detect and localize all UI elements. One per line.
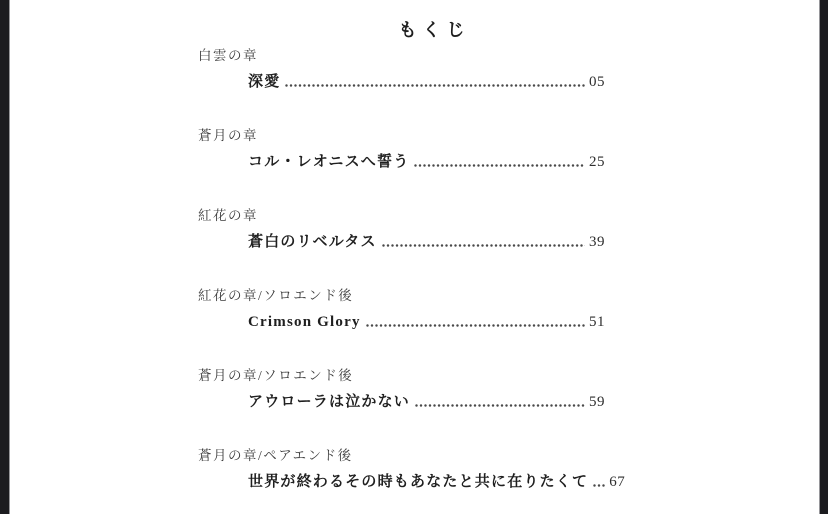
chapter-section-label: 白雲の章 [198, 48, 258, 63]
dot-leader [285, 84, 585, 87]
dot-leader [414, 164, 585, 167]
chapter-section-label: 紅花の章/ソロエンド後 [198, 288, 354, 303]
story-title: アウローラは泣かない [248, 394, 411, 410]
story-title: コル・レオニスへ誓う [248, 154, 410, 170]
dot-leader [366, 324, 585, 327]
toc-group [198, 128, 605, 172]
story-title: Crimson Glory [248, 314, 361, 330]
toc-page [198, 0, 626, 514]
chapter-section-label: 紅花の章 [198, 208, 258, 223]
toc-page-title: もくじ [398, 20, 471, 41]
toc-entry-row [198, 153, 605, 172]
page-number: 67 [609, 474, 626, 490]
dot-leader [415, 404, 585, 407]
page-number: 05 [589, 74, 605, 90]
toc-list [198, 48, 626, 492]
toc-entry-row [198, 393, 605, 412]
dot-leader [382, 244, 585, 247]
toc-group [198, 48, 605, 92]
toc-group [198, 288, 605, 332]
page-number: 39 [589, 234, 605, 250]
toc-entry-row [198, 313, 605, 332]
story-title: 蒼白のリベルタス [248, 234, 377, 250]
toc-entry-row [198, 233, 605, 252]
viewer-right-edge [819, 0, 828, 514]
toc-entry-row [198, 73, 605, 92]
story-title: 世界が終わるその時もあなたと共に在りたくて [248, 474, 589, 490]
viewer-left-edge [0, 0, 10, 514]
toc-group [198, 368, 605, 412]
page-number: 51 [589, 314, 605, 330]
dot-leader [593, 484, 605, 487]
chapter-section-label: 蒼月の章/ソロエンド後 [198, 368, 354, 383]
toc-entry-row [198, 473, 626, 492]
page-number: 59 [589, 394, 605, 410]
chapter-section-label: 蒼月の章/ペアエンド後 [198, 448, 353, 463]
chapter-section-label: 蒼月の章 [198, 128, 258, 143]
page-number: 25 [589, 154, 605, 170]
toc-group [198, 208, 605, 252]
story-title: 深愛 [248, 74, 281, 90]
toc-group [198, 448, 626, 492]
